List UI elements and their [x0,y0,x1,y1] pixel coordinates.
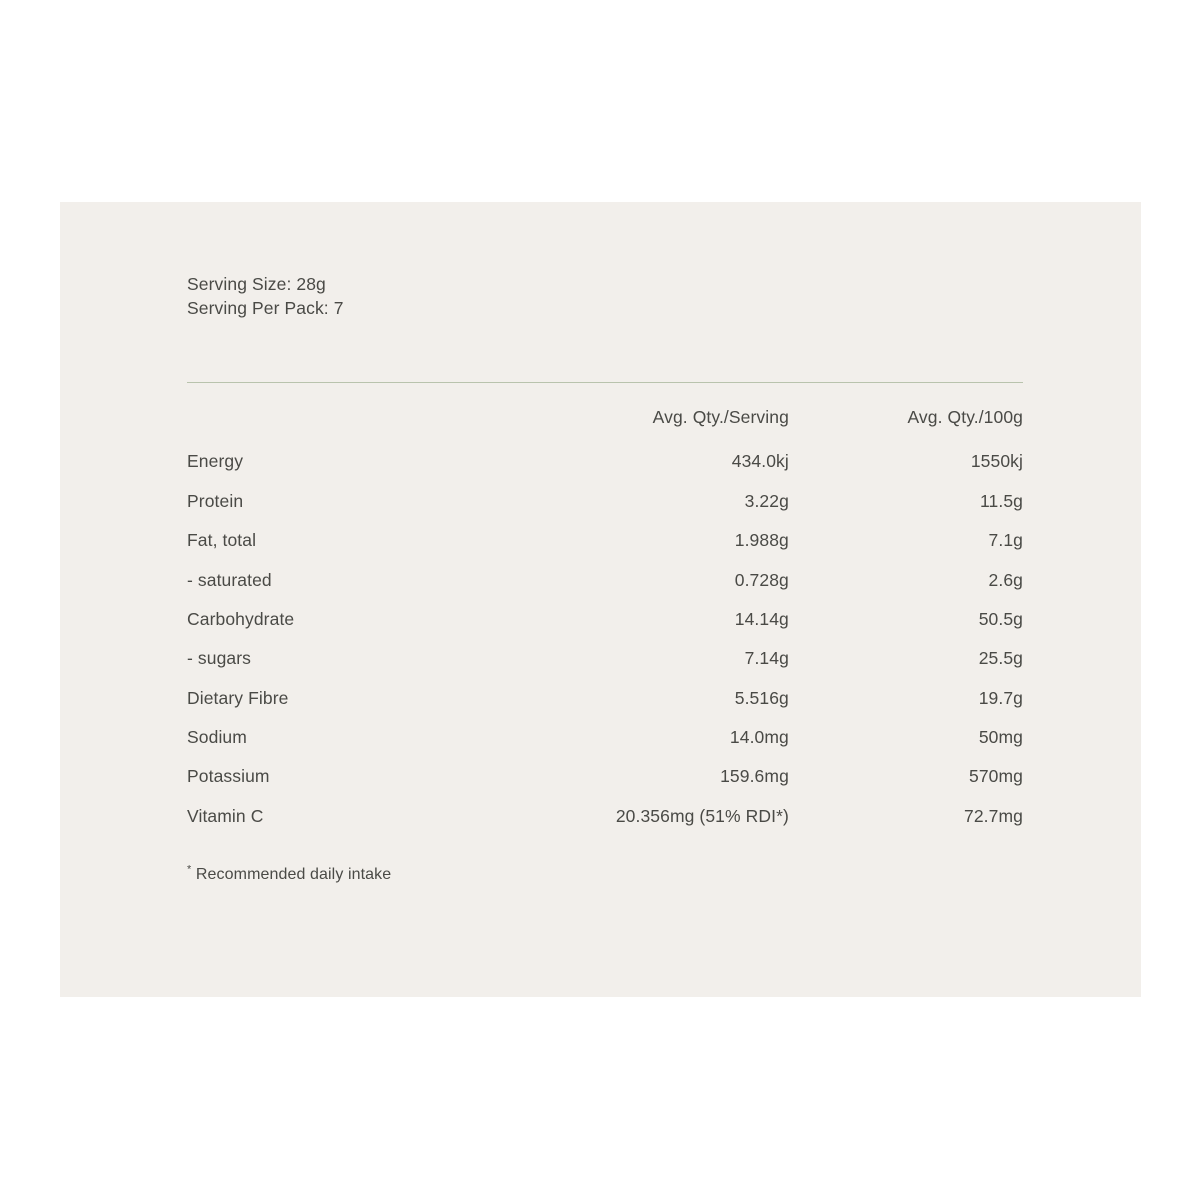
nutrition-information-panel [60,202,1141,997]
nutrient-per-serving: 434.0kj [731,451,789,472]
nutrient-per-100g: 50mg [978,727,1023,748]
nutrition-table [187,383,1023,836]
nutrient-label: Potassium [187,766,270,787]
nutrient-per-serving: 0.728g [734,569,789,590]
table-row [187,797,1023,836]
nutrient-label: Dietary Fibre [187,687,289,708]
table-row [187,757,1023,796]
nutrient-label: Vitamin C [187,805,264,826]
table-row [187,560,1023,599]
table-row [187,482,1023,521]
table-header-row [187,383,1023,442]
table-row [187,521,1023,560]
nutrient-label: Energy [187,451,244,472]
nutrient-per-100g: 25.5g [978,648,1023,669]
nutrient-per-serving: 1.988g [734,530,789,551]
nutrient-per-serving: 159.6mg [720,766,789,787]
nutrient-label: Sodium [187,727,247,748]
column-header-per-100g: Avg. Qty./100g [907,407,1023,428]
table-row [187,718,1023,757]
nutrient-per-100g: 570mg [968,766,1023,787]
nutrient-per-100g: 11.5g [980,490,1023,511]
nutrient-per-100g: 1550kj [970,451,1023,472]
footnote [187,863,1023,884]
column-header-per-serving: Avg. Qty./Serving [652,407,789,428]
nutrient-label: Protein [187,490,244,511]
footnote-text: Recommended daily intake [195,866,392,884]
table-row [187,600,1023,639]
nutrient-per-serving: 3.22g [744,490,789,511]
serving-information [187,272,1023,320]
nutrient-per-serving: 20.356mg (51% RDI*) [615,805,789,826]
nutrient-label: Carbohydrate [187,608,295,629]
nutrient-label: Fat, total [187,530,257,551]
nutrient-per-serving: 14.14g [734,608,789,629]
nutrient-per-serving: 5.516g [734,687,789,708]
nutrient-label: - sugars [187,648,252,669]
footnote-marker: * [187,863,192,876]
nutrient-label: - saturated [187,569,272,590]
nutrient-per-100g: 72.7mg [964,805,1023,826]
panel-content [187,272,1023,884]
table-row [187,442,1023,481]
nutrient-per-serving: 7.14g [744,648,789,669]
serving-size-line: Serving Size: 28g [187,274,326,294]
table-row [187,679,1023,718]
table-row [187,639,1023,678]
nutrient-per-100g: 2.6g [988,569,1023,590]
nutrient-per-100g: 7.1g [988,530,1023,551]
nutrient-per-serving: 14.0mg [729,727,789,748]
nutrient-per-100g: 50.5g [978,608,1023,629]
nutrient-per-100g: 19.7g [978,687,1023,708]
column-header-nutrient [187,383,538,442]
serving-per-pack-line: Serving Per Pack: 7 [187,298,344,319]
